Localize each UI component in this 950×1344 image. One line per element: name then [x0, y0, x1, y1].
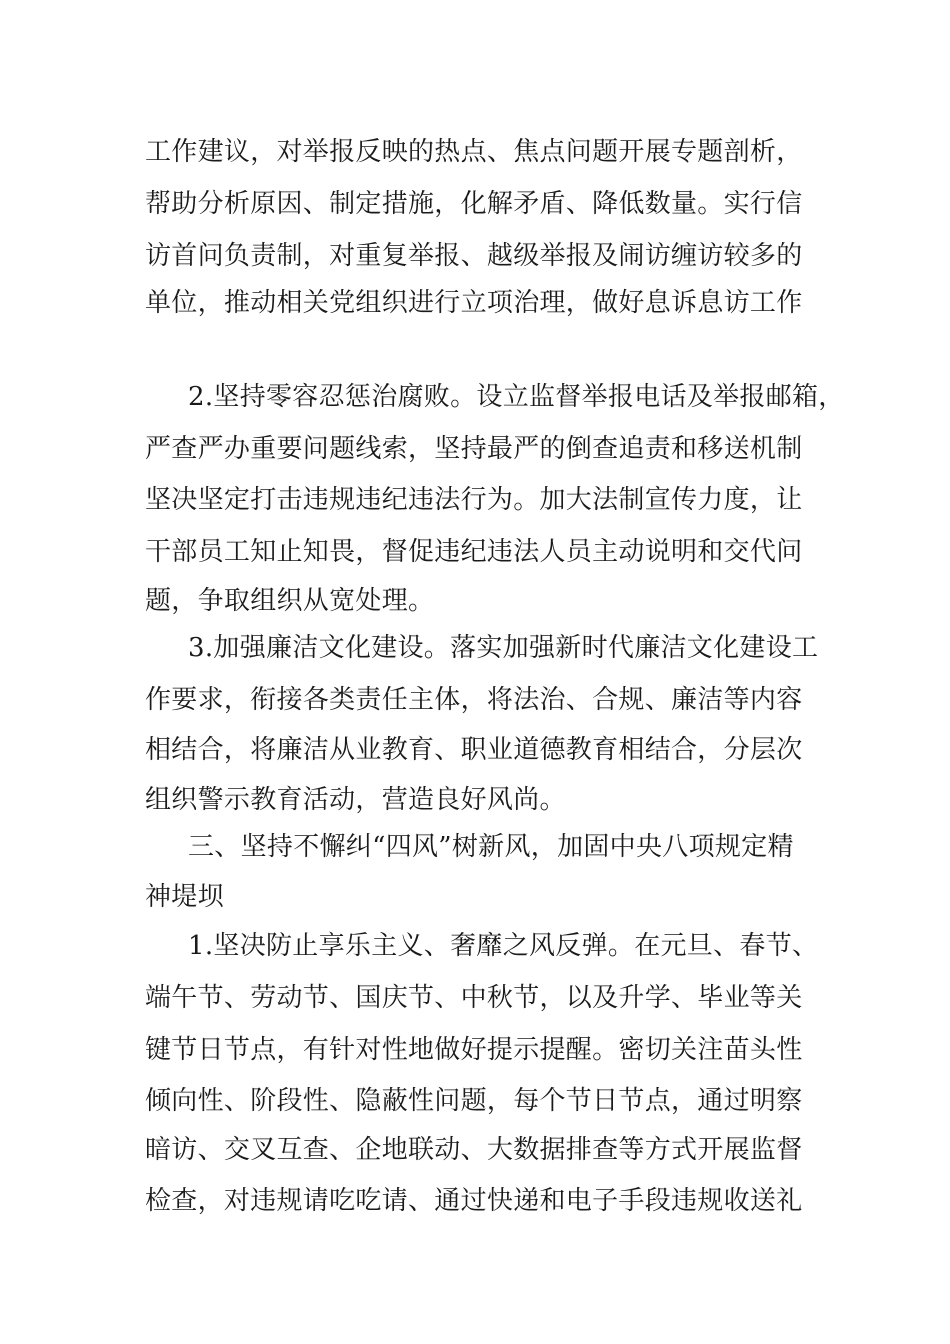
text-line: 组织警示教育活动，营造良好风尚。	[145, 785, 566, 815]
text-line: 干部员工知止知畏，督促违纪违法人员主动说明和交代问	[145, 537, 803, 567]
section-3-heading: 三、坚持不懈纠“四风”树新风，加固中央八项规定精	[188, 832, 794, 862]
text-line: 检查，对违规请吃吃请、通过快递和电子手段违规收送礼	[145, 1186, 803, 1216]
text-line: 严查严办重要问题线索，坚持最严的倒查追责和移送机制	[145, 434, 803, 464]
text-line: 访首问负责制，对重复举报、越级举报及闹访缠访较多的	[145, 241, 803, 271]
text-line: 暗访、交叉互查、企地联动、大数据排查等方式开展监督	[145, 1135, 803, 1165]
text-line: 倾向性、阶段性、隐蔽性问题，每个节日节点，通过明察	[145, 1086, 803, 1116]
text-line: 坚决坚定打击违规违纪违法行为。加大法制宣传力度，让	[145, 485, 803, 515]
text-line: 帮助分析原因、制定措施，化解矛盾、降低数量。实行信	[145, 189, 803, 219]
text-line: 单位，推动相关党组织进行立项治理，做好息诉息访工作	[145, 288, 803, 318]
text-line: 端午节、劳动节、国庆节、中秋节，以及升学、毕业等关	[145, 983, 803, 1013]
paragraph-3-heading: 3.加强廉洁文化建设。落实加强新时代廉洁文化建设工	[188, 633, 819, 663]
text-line: 键节日节点，有针对性地做好提示提醒。密切关注苗头性	[145, 1035, 803, 1065]
paragraph-2-heading: 2.坚持零容忍惩治腐败。设立监督举报电话及举报邮箱，	[188, 382, 845, 412]
text-line: 神堤坝	[145, 882, 224, 912]
text-line: 作要求，衔接各类责任主体，将法治、合规、廉洁等内容	[145, 685, 803, 715]
text-line: 题，争取组织从宽处理。	[145, 586, 435, 616]
text-line: 工作建议，对举报反映的热点、焦点问题开展专题剖析，	[145, 137, 803, 167]
paragraph-1-heading: 1.坚决防止享乐主义、奢靡之风反弹。在元旦、春节、	[188, 931, 819, 961]
text-line: 相结合，将廉洁从业教育、职业道德教育相结合，分层次	[145, 735, 803, 765]
